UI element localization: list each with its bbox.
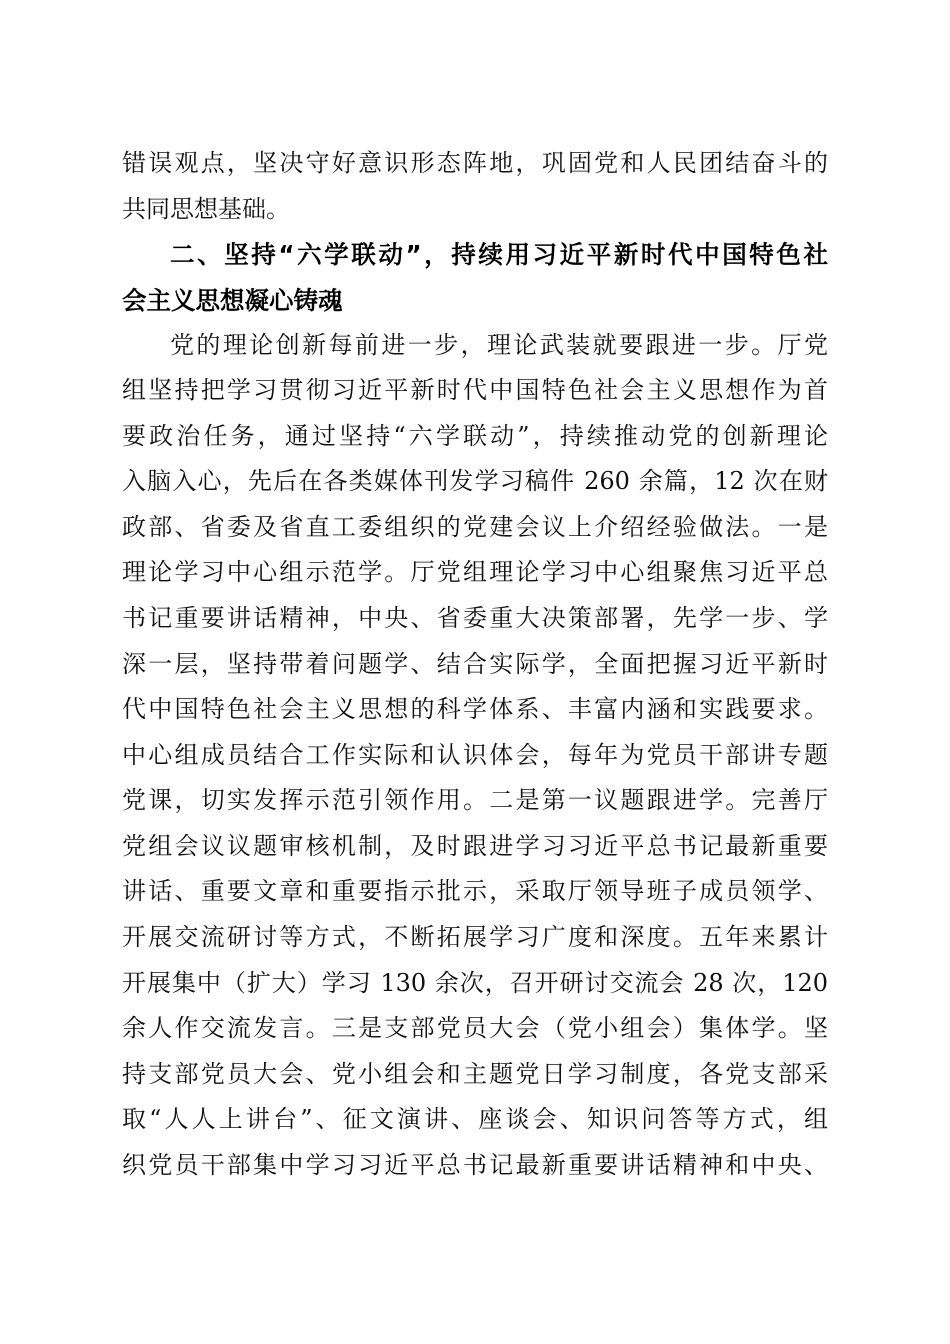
body-line-18: 取“人人上讲台”、征文演讲、座谈会、知识问答等方式，组 (122, 1105, 828, 1133)
body-line-14: 开展交流研讨等方式，不断拓展学习广度和深度。五年来累计 (122, 923, 828, 951)
body-line-16: 余人作交流发言。三是支部党员大会（党小组会）集体学。坚 (122, 1014, 828, 1042)
body-line-9: 代中国特色社会主义思想的科学体系、丰富内涵和实践要求。 (122, 695, 828, 723)
section-heading-line-2: 会主义思想凝心铸魂 (122, 286, 343, 315)
body-line-4: 入脑入心，先后在各类媒体刊发学习稿件 260 余篇，12 次在财 (122, 467, 828, 495)
intro-line-1: 错误观点，坚决守好意识形态阵地，巩固党和人民团结奋斗的 (122, 149, 828, 177)
body-line-5: 政部、省委及省直工委组织的党建会议上介绍经验做法。一是 (122, 513, 828, 541)
body-line-19: 织党员干部集中学习习近平总书记最新重要讲话精神和中央、 (122, 1151, 828, 1179)
body-line-12: 党组会议议题审核机制，及时跟进学习习近平总书记最新重要 (122, 832, 828, 860)
body-line-7: 书记重要讲话精神，中央、省委重大决策部署，先学一步、学 (122, 604, 828, 632)
body-line-6: 理论学习中心组示范学。厅党组理论学习中心组聚焦习近平总 (122, 558, 828, 586)
body-line-10: 中心组成员结合工作实际和认识体会，每年为党员干部讲专题 (122, 741, 828, 769)
body-line-8: 深一层，坚持带着问题学、结合实际学，全面把握习近平新时 (122, 650, 828, 678)
intro-line-2: 共同思想基础。 (122, 195, 290, 223)
body-line-11: 党课，切实发挥示范引领作用。二是第一议题跟进学。完善厅 (122, 786, 828, 814)
body-line-2: 组坚持把学习贯彻习近平新时代中国特色社会主义思想作为首 (122, 376, 828, 404)
body-line-1: 党的理论创新每前进一步，理论武装就要跟进一步。厅党 (170, 331, 828, 359)
body-line-3: 要政治任务，通过坚持“六学联动”，持续推动党的创新理论 (122, 422, 828, 450)
body-line-13: 讲话、重要文章和重要指示批示，采取厅领导班子成员领学、 (122, 877, 828, 905)
body-line-15: 开展集中（扩大）学习 130 余次，召开研讨交流会 28 次，120 (122, 969, 828, 997)
section-heading-line-1: 二、坚持“六学联动”，持续用习近平新时代中国特色社 (170, 240, 828, 269)
body-line-17: 持支部党员大会、党小组会和主题党日学习制度，各党支部采 (122, 1060, 828, 1088)
